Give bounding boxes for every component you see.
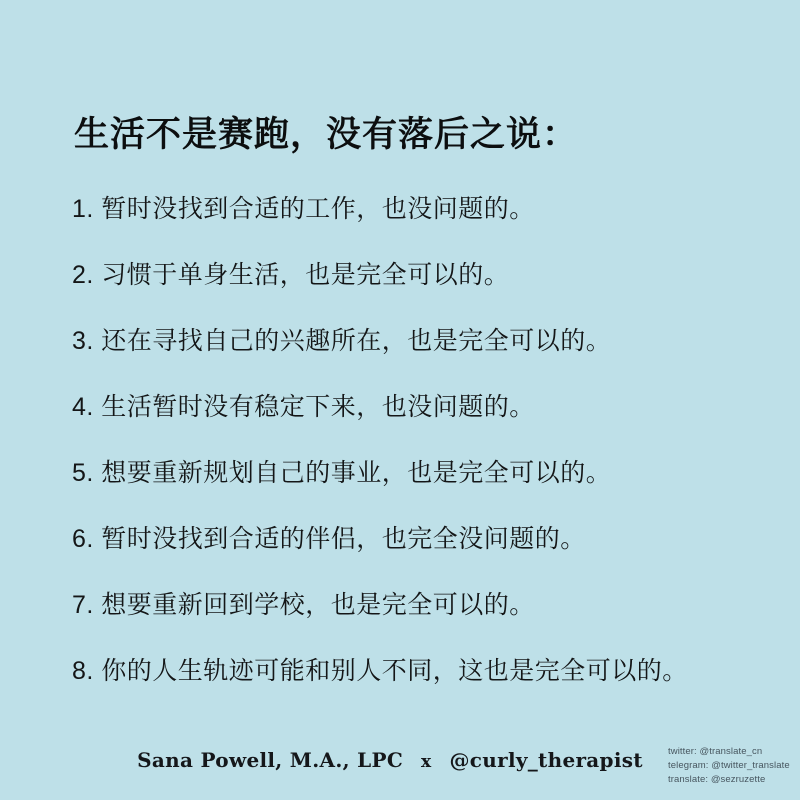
author-name: Sana Powell, M.A., LPC xyxy=(137,748,404,772)
credit-line-telegram: telegram: @twitter_translate xyxy=(668,760,790,771)
list-item: 1. 暂时没找到合适的工作，也没问题的。 xyxy=(72,195,535,223)
list-item: 5. 想要重新规划自己的事业，也是完全可以的。 xyxy=(72,459,612,487)
affirmation-list xyxy=(72,196,760,684)
list-item: 7. 想要重新回到学校，也是完全可以的。 xyxy=(72,591,535,619)
list-item: 2. 习惯于单身生活，也是完全可以的。 xyxy=(72,261,510,289)
list-item: 8. 你的人生轨迹可能和别人不同，这也是完全可以的。 xyxy=(72,657,688,685)
author-handle: @curly_therapist xyxy=(449,748,643,772)
credit-line-translator: translate: @sezruzette xyxy=(668,774,766,785)
list-item: 6. 暂时没找到合适的伴侣，也完全没问题的。 xyxy=(72,525,586,553)
footer-separator: x xyxy=(421,752,432,772)
page-title: 生活不是赛跑，没有落后之说： xyxy=(74,115,579,155)
attribution-footer xyxy=(0,748,780,772)
credit-line-twitter: twitter: @translate_cn xyxy=(668,746,763,757)
list-item: 4. 生活暂时没有稳定下来，也没问题的。 xyxy=(72,393,535,421)
list-item: 3. 还在寻找自己的兴趣所在，也是完全可以的。 xyxy=(72,327,612,355)
translation-credits xyxy=(668,747,790,785)
